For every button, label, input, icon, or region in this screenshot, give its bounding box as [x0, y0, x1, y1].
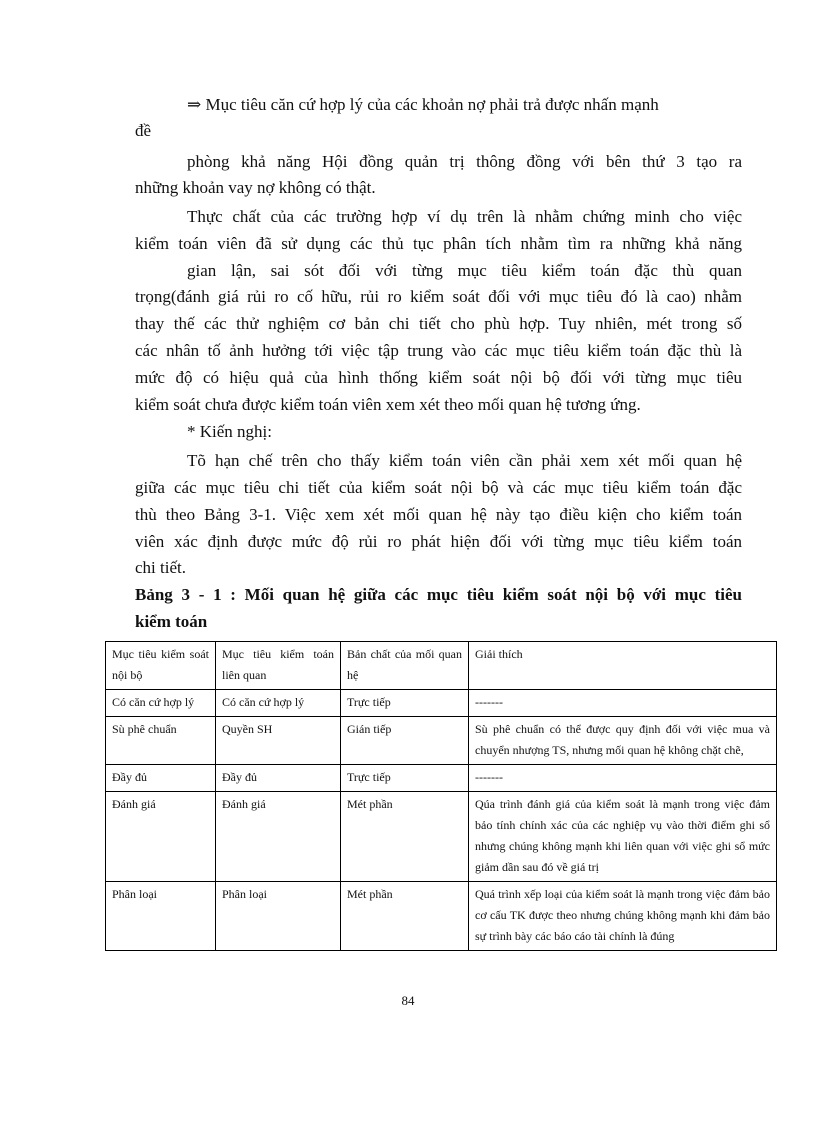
table-cell: -------	[469, 690, 777, 717]
table-cell: Gián tiếp	[341, 717, 469, 765]
header-cell: Bản chất của mối quan hệ	[341, 642, 469, 690]
table-cell: Trực tiếp	[341, 765, 469, 792]
relationship-table	[105, 641, 777, 951]
paragraph-line: giữa các mục tiêu chi tiết của kiểm soát nội bộ và các mục tiêu kiểm toán đặc	[135, 478, 742, 497]
paragraph-line: thay thế các thử nghiệm cơ bản chi tiết cho phù hợp. Tuy nhiên, mét trong số	[135, 314, 742, 333]
table-cell: Đầy đủ	[106, 765, 216, 792]
page-number: 84	[401, 993, 415, 1008]
table-cell: Đầy đủ	[216, 765, 341, 792]
paragraph-line: gian lận, sai sót đối với từng mục tiêu kiểm toán đặc thù quan	[187, 261, 742, 280]
table-cell: Phân loại	[216, 882, 341, 951]
table-row	[106, 717, 777, 765]
table-row	[106, 792, 777, 882]
paragraph-line: Tõ hạn chế trên cho thấy kiểm toán viên cần phải xem xét mối quan hệ	[187, 451, 742, 470]
table-cell: -------	[469, 765, 777, 792]
paragraph-line: Thực chất của các trường hợp ví dụ trên là nhằm chứng minh cho việc	[187, 207, 742, 226]
paragraph-line: thù theo Bảng 3-1. Việc xem xét mối quan hệ này tạo điều kiện cho kiểm toán	[135, 505, 742, 524]
paragraph-line: đề	[135, 121, 152, 140]
table-cell: Phân loại	[106, 882, 216, 951]
paragraph-line: mức độ có hiệu quả của hình thống kiểm soát nội bộ đối với từng mục tiêu	[135, 368, 742, 387]
table-title-continued: kiểm toán	[135, 612, 208, 631]
table-cell: Có căn cứ hợp lý	[106, 690, 216, 717]
table-cell: Quyền SH	[216, 717, 341, 765]
table-cell: Sù phê chuẩn	[106, 717, 216, 765]
section-label: * Kiến nghị:	[187, 422, 272, 441]
table-row	[106, 690, 777, 717]
table-cell: Đánh giá	[106, 792, 216, 882]
table-cell: Trực tiếp	[341, 690, 469, 717]
table-row	[106, 765, 777, 792]
table-cell: Mét phần	[341, 792, 469, 882]
table-cell: Mét phần	[341, 882, 469, 951]
paragraph-line: kiểm toán viên đã sử dụng các thủ tục phân tích nhằm tìm ra những khả năng	[135, 234, 742, 253]
table-cell: Có căn cứ hợp lý	[216, 690, 341, 717]
paragraph-line: các nhân tố ảnh hưởng tới việc tập trung vào các mục tiêu kiểm toán đặc thù là	[135, 341, 742, 360]
paragraph-line: phòng khả năng Hội đồng quản trị thông đồng với bên thứ 3 tạo ra	[187, 152, 742, 171]
header-cell: Mục tiêu kiểm soát nội bộ	[106, 642, 216, 690]
paragraph-line: chi tiết.	[135, 558, 186, 577]
table-row	[106, 882, 777, 951]
table-header-row	[106, 642, 777, 690]
header-cell: Giải thích	[469, 642, 777, 690]
header-cell: Mục tiêu kiểm toán liên quan	[216, 642, 341, 690]
table-cell: Sù phê chuẩn có thể được quy định đối với việc mua và chuyển nhượng TS, nhưng mối quan hệ không chặt chẽ,	[469, 717, 777, 765]
table-title: Bảng 3 - 1 : Mối quan hệ giữa các mục tiêu kiểm soát nội bộ với mục tiêu	[135, 585, 742, 604]
paragraph-line: viên xác định được mức độ rủi ro phát hiện đối với từng mục tiêu kiểm toán	[135, 532, 742, 551]
paragraph-line: kiểm soát chưa được kiểm toán viên xem xét theo mối quan hệ tương ứng.	[135, 395, 641, 414]
table-cell: Quá trình xếp loại của kiểm soát là mạnh trong việc đảm bảo cơ cấu TK được theo nhưng chúng không mạnh khi đảm bảo sự trình bày các báo cáo tài chính là đúng	[469, 882, 777, 951]
paragraph-line: trọng(đánh giá rủi ro cố hữu, rủi ro kiểm soát đối với mục tiêu đó là cao) nhằm	[135, 287, 742, 306]
table-cell: Đánh giá	[216, 792, 341, 882]
paragraph-line: ⇒ Mục tiêu căn cứ hợp lý của các khoản nợ phải trả được nhấn mạnh	[187, 95, 659, 114]
paragraph-line: những khoản vay nợ không có thật.	[135, 178, 376, 197]
table-cell: Qúa trình đánh giá của kiểm soát là mạnh trong việc đảm bảo tính chính xác của các nghiệp vụ vào thời điểm ghi sổ nhưng chúng không mạnh khi liên quan với việc ghi sổ mức giảm dần sau đó về giá trị	[469, 792, 777, 882]
